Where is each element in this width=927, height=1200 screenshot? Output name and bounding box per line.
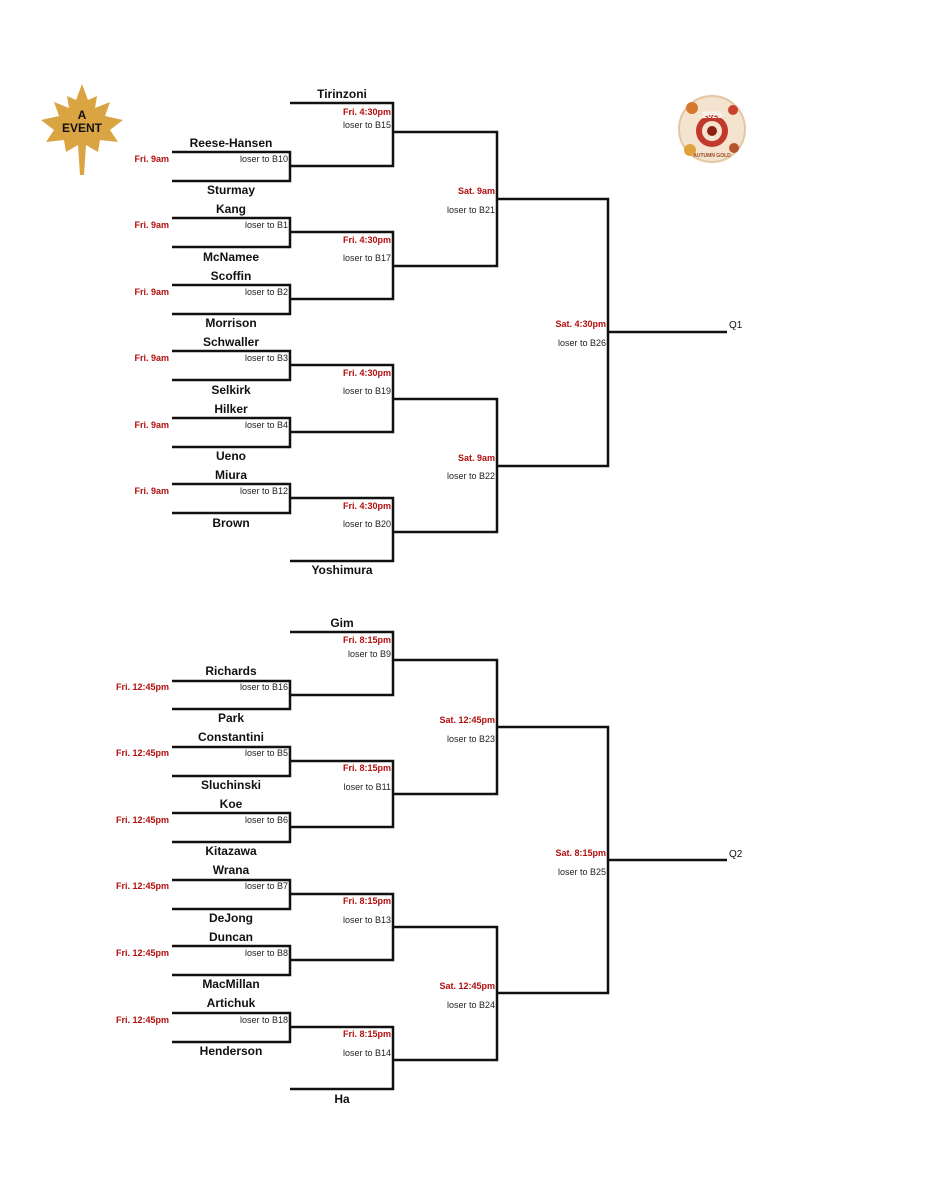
game-time: Fri. 8:15pm <box>342 896 391 906</box>
game-time: Sat. 9am <box>457 453 495 463</box>
game-time: Fri. 12:45pm <box>115 881 169 891</box>
team-name: Scoffin <box>210 269 252 283</box>
loser-note: loser to B15 <box>342 120 391 130</box>
game-time: Sat. 12:45pm <box>439 715 495 725</box>
game-time: Sat. 4:30pm <box>555 319 606 329</box>
team-name: Schwaller <box>202 335 260 349</box>
logo-name: AUTUMN GOLD <box>693 153 731 159</box>
game-time: Fri. 9am <box>134 420 169 430</box>
game-time: Fri. 4:30pm <box>342 501 391 511</box>
team-name: Reese-Hansen <box>189 136 273 150</box>
match-line <box>393 399 497 532</box>
leaf-decoration-icon <box>686 102 698 114</box>
game-time: Fri. 12:45pm <box>115 948 169 958</box>
team-name: Sturmay <box>206 183 256 197</box>
game-time: Fri. 8:15pm <box>342 1029 391 1039</box>
loser-note: loser to B16 <box>239 682 288 692</box>
game-time: Fri. 9am <box>134 486 169 496</box>
game-time: Sat. 9am <box>457 186 495 196</box>
curling-house-icon <box>707 126 717 136</box>
team-name: Henderson <box>199 1044 263 1058</box>
loser-note: loser to B7 <box>244 881 288 891</box>
qualifier-label: Q1 <box>729 320 743 331</box>
team-name: Gim <box>330 616 354 630</box>
loser-note: loser to B21 <box>446 205 495 215</box>
loser-note: loser to B1 <box>244 220 288 230</box>
logo-year: 2025 <box>701 110 723 120</box>
loser-note: loser to B3 <box>244 353 288 363</box>
loser-note: loser to B25 <box>557 867 606 877</box>
qualifier-label: Q2 <box>729 849 743 860</box>
team-name: Brown <box>212 516 250 530</box>
game-time: Sat. 12:45pm <box>439 981 495 991</box>
team-name: Richards <box>205 664 257 678</box>
loser-note: loser to B12 <box>239 486 288 496</box>
team-name: DeJong <box>208 911 254 925</box>
loser-note: loser to B19 <box>342 386 391 396</box>
team-name: Constantini <box>198 730 264 744</box>
team-name: Hilker <box>214 402 248 416</box>
team-name: Morrison <box>205 316 257 330</box>
game-time: Fri. 8:15pm <box>342 763 391 773</box>
team-name: Kitazawa <box>205 844 257 858</box>
game-time: Sat. 8:15pm <box>555 848 606 858</box>
game-time: Fri. 12:45pm <box>115 815 169 825</box>
tournament-logo <box>679 96 745 162</box>
game-time: Fri. 12:45pm <box>115 682 169 692</box>
loser-note: loser to B6 <box>244 815 288 825</box>
game-time: Fri. 12:45pm <box>115 748 169 758</box>
game-time: Fri. 9am <box>134 154 169 164</box>
team-name: Duncan <box>208 930 254 944</box>
loser-note: loser to B23 <box>446 734 495 744</box>
game-time: Fri. 9am <box>134 353 169 363</box>
event-badge <box>41 84 123 175</box>
loser-note: loser to B8 <box>244 948 288 958</box>
team-name: Miura <box>214 468 248 482</box>
loser-note: loser to B26 <box>557 338 606 348</box>
team-name: Yoshimura <box>311 563 373 577</box>
loser-note: loser to B11 <box>343 782 391 792</box>
team-name: Ha <box>334 1092 350 1106</box>
game-time: Fri. 8:15pm <box>342 635 391 645</box>
match-line <box>393 660 497 794</box>
team-name: Park <box>217 711 245 725</box>
loser-note: loser to B18 <box>239 1015 288 1025</box>
team-name: Kang <box>216 202 246 216</box>
game-time: Fri. 4:30pm <box>342 235 391 245</box>
team-name: Wrana <box>212 863 250 877</box>
team-name: Artichuk <box>206 996 256 1010</box>
loser-note: loser to B24 <box>446 1000 495 1010</box>
game-time: Fri. 9am <box>134 220 169 230</box>
match-line <box>393 132 497 266</box>
team-name: Koe <box>219 797 243 811</box>
match-line <box>497 727 608 993</box>
loser-note: loser to B14 <box>342 1048 391 1058</box>
loser-note: loser to B5 <box>244 748 288 758</box>
team-name: Selkirk <box>211 383 251 397</box>
event-badge-line1: A <box>77 108 87 122</box>
loser-note: loser to B4 <box>244 420 288 430</box>
loser-note: loser to B17 <box>342 253 391 263</box>
game-time: Fri. 4:30pm <box>342 107 391 117</box>
event-badge-line2: EVENT <box>61 121 103 135</box>
game-time: Fri. 12:45pm <box>115 1015 169 1025</box>
match-line <box>497 199 608 466</box>
team-name: MacMillan <box>202 977 260 991</box>
team-name: Tirinzoni <box>317 87 367 101</box>
game-time: Fri. 9am <box>134 287 169 297</box>
team-name: Sluchinski <box>200 778 262 792</box>
loser-note: loser to B20 <box>342 519 391 529</box>
loser-note: loser to B22 <box>446 471 495 481</box>
loser-note: loser to B2 <box>244 287 288 297</box>
loser-note: loser to B10 <box>239 154 288 164</box>
loser-note: loser to B9 <box>347 649 391 659</box>
team-name: Ueno <box>216 449 246 463</box>
match-line <box>393 927 497 1060</box>
loser-note: loser to B13 <box>342 915 391 925</box>
game-time: Fri. 4:30pm <box>342 368 391 378</box>
team-name: McNamee <box>202 250 260 264</box>
